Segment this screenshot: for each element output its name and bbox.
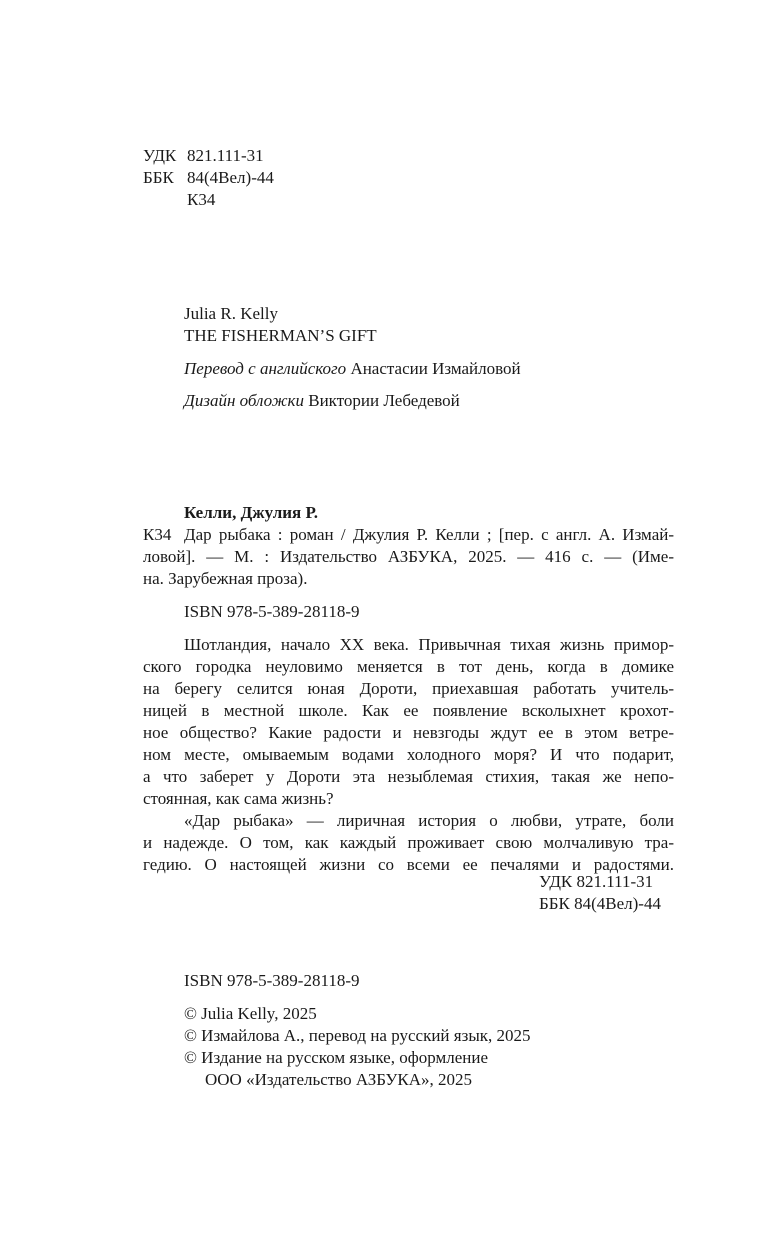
annotation-line: и надежде. О том, как каждый проживает свою молчаливую тра-: [143, 833, 674, 852]
annotation-line: на берегу селится юная Дороти, приехавшая работать учитель-: [143, 679, 674, 698]
annotation-line: стоянная, как сама жизнь?: [143, 789, 334, 808]
annotation-line: гедию. О настоящей жизни со всеми ее печалями и радостями.: [143, 855, 674, 874]
catalog-heading: Келли, Джулия Р.: [184, 503, 318, 522]
annotation-line: ницей в местной школе. Как ее появление всколыхнет крохот-: [143, 701, 674, 720]
bbk-value: 84(4Вел)-44: [187, 168, 274, 187]
translation-name: Анастасии Измайловой: [350, 359, 521, 378]
footer-isbn: ISBN 978-5-389-28118-9: [184, 971, 360, 990]
design-role: Дизайн обложки: [184, 391, 304, 410]
catalog-bbk: ББК 84(4Вел)-44: [539, 894, 661, 913]
design-name: Виктории Лебедевой: [308, 391, 460, 410]
annotation-line: ном месте, омываемым водами холодного моря? И что подарит,: [143, 745, 674, 764]
copyright-line: © Издание на русском языке, оформление: [184, 1048, 488, 1067]
translation-role: Перевод с английского: [184, 359, 347, 378]
design-credit: [184, 390, 460, 412]
entry-line: Дар рыбака : роман / Джулия Р. Келли ; [пер. с англ. А. Измай-: [184, 525, 674, 544]
copyright-line: © Измайлова А., перевод на русский язык, 2025: [184, 1026, 531, 1045]
copyright-line: © Julia Kelly, 2025: [184, 1004, 317, 1023]
catalog-udk: УДК 821.111-31: [539, 872, 654, 891]
udk-label: УДК: [143, 146, 177, 165]
udk-value: 821.111-31: [187, 146, 264, 165]
annotation-line: а что заберет у Дороти эта незыблемая стихия, такая же непо-: [143, 767, 674, 786]
original-title: THE FISHERMAN’S GIFT: [184, 326, 377, 345]
bbk-label: ББК: [143, 168, 174, 187]
entry-line: на. Зарубежная проза).: [143, 569, 308, 588]
catalog-isbn: ISBN 978-5-389-28118-9: [184, 602, 360, 621]
annotation-line: Шотландия, начало XX века. Привычная тихая жизнь примор-: [184, 635, 674, 654]
entry-line: ловой]. — М. : Издательство АЗБУКА, 2025. — 416 с. — (Име-: [143, 547, 674, 566]
catalog-sign: К34: [143, 525, 172, 544]
annotation-line: ского городка неуловимо меняется в тот день, когда в домике: [143, 657, 674, 676]
original-author: Julia R. Kelly: [184, 304, 278, 323]
copyright-line: ООО «Издательство АЗБУКА», 2025: [205, 1070, 473, 1089]
annotation-line: ное общество? Какие радости и невзгоды ждут ее в этом ветре-: [143, 723, 674, 742]
author-sign: К34: [187, 190, 216, 209]
annotation-line: «Дар рыбака» — лиричная история о любви, утрате, боли: [184, 811, 674, 830]
translation-credit: [184, 358, 521, 380]
